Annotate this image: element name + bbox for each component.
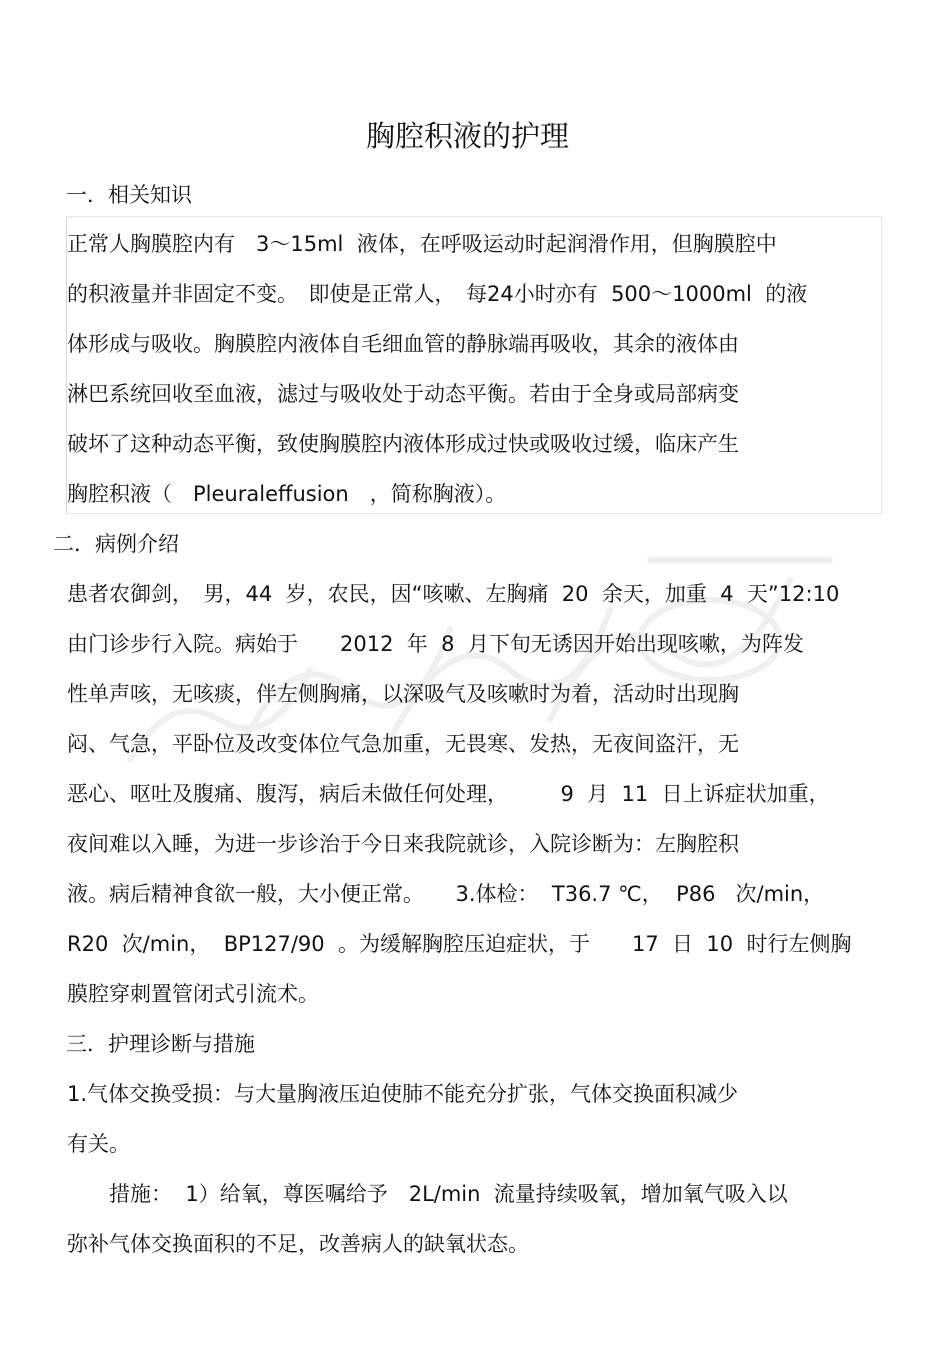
section-heading-knowledge: 一．相关知识 [66, 183, 192, 207]
paragraph-line: 由门诊步行入院。病始于 2012 年 8 月下旬无诱因开始出现咳嗽，为阵发 [67, 632, 804, 656]
paragraph-line: 1.气体交换受损：与大量胸液压迫使肺不能充分扩张，气体交换面积减少 [67, 1082, 739, 1106]
paragraph-line: 有关。 [67, 1132, 130, 1156]
paragraph-line: 的积液量并非固定不变。 即使是正常人， 每24小时亦有 500～1000ml 的液 [67, 282, 808, 306]
paragraph-line: 性单声咳，无咳痰，伴左侧胸痛，以深吸气及咳嗽时为着，活动时出现胸 [67, 682, 739, 706]
paragraph-line: 液。病后精神食欲一般，大小便正常。 3.体检： T36.7 ℃， P86 次/min， [67, 882, 825, 906]
knowledge-text-box [66, 216, 882, 514]
paragraph-line: 体形成与吸收。胸膜腔内液体自毛细血管的静脉端再吸收，其余的液体由 [67, 332, 739, 356]
paragraph-line: R20 次/min， BP127/90 。为缓解胸腔压迫症状，于 17 日 10 时行左侧胸 [67, 932, 852, 956]
paragraph-line: 淋巴系统回收至血液，滤过与吸收处于动态平衡。若由于全身或局部病变 [67, 382, 739, 406]
section-heading-nursing: 三．护理诊断与措施 [66, 1032, 255, 1056]
paragraph-line: 正常人胸膜腔内有 3～15ml 液体，在呼吸运动时起润滑作用，但胸膜腔中 [67, 232, 777, 256]
paragraph-line: 患者农御剑， 男，44 岁，农民，因“咳嗽、左胸痛 20 余天，加重 4 天”12:10 [67, 582, 840, 606]
section-heading-case: 二．病例介绍 [53, 532, 179, 556]
paragraph-line: 闷、气急，平卧位及改变体位气急加重，无畏寒、发热，无夜间盗汗，无 [67, 732, 739, 756]
paragraph-line: 弥补气体交换面积的不足，改善病人的缺氧状态。 [67, 1232, 529, 1256]
paragraph-line: 破坏了这种动态平衡，致使胸膜腔内液体形成过快或吸收过缓，临床产生 [67, 432, 739, 456]
paragraph-line: 措施： 1）给氧，尊医嘱给予 2L/min 流量持续吸氧，增加氧气吸入以 [67, 1182, 788, 1206]
paragraph-line: 恶心、呕吐及腹痛、腹泻，病后未做任何处理， 9 月 11 日上诉症状加重， [67, 782, 830, 806]
paragraph-line: 夜间难以入睡，为进一步诊治于今日来我院就诊，入院诊断为：左胸腔积 [67, 832, 739, 856]
paragraph-line: 胸腔积液（ Pleuraleffusion ，简称胸液）。 [67, 482, 507, 506]
paragraph-line: 膜腔穿刺置管闭式引流术。 [67, 982, 319, 1006]
document-title: 胸腔积液的护理 [365, 119, 569, 153]
